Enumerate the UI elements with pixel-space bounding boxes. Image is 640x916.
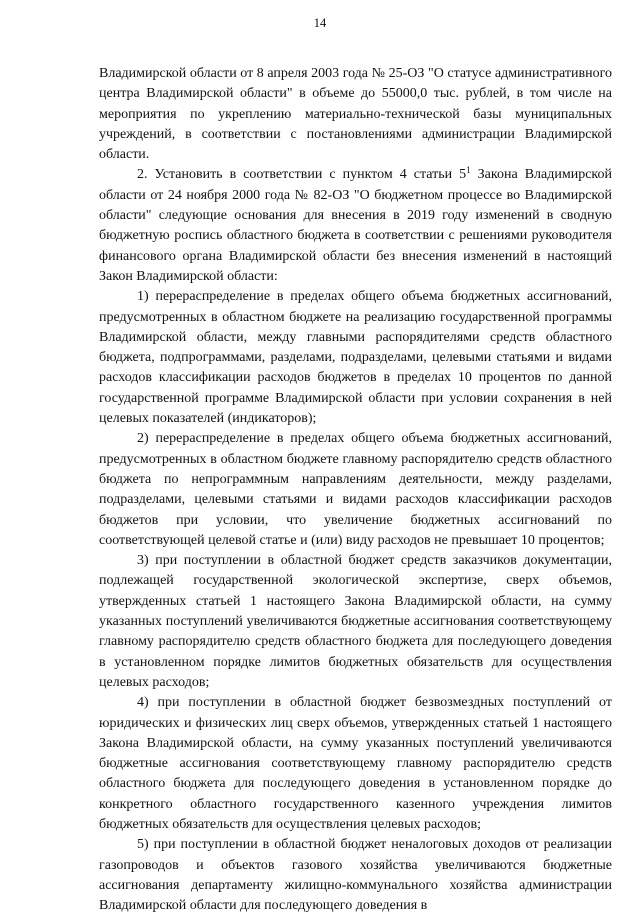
paragraph-subitem-5: 5) при поступлении в областной бюджет неналоговых доходов от реализации газопроводов и объектов газового хозяйства увеличиваются бюджетные ассигнования департаменту жилищно-коммунального хозяйства администрации Владимирской области для последующего доведения в [99,837,612,914]
paragraph-subitem-4: 4) при поступлении в областной бюджет безвозмездных поступлений от юридических и физических лиц сверх объемов, утвержденных статьей 1 настоящего Закона Владимирской области, на сумму указанных поступлений увеличиваются бюджетные ассигнования соответствующему главному распорядителю средств областного бюджета для последующего доведения в установленном порядке до конкретного областного государственного казенного учреждения лимитов бюджетных обязательств для осуществления целевых расходов; [99,695,612,832]
paragraph-continuation: Владимирской области от 8 апреля 2003 года № 25-ОЗ "О статусе административного центра Владимирской области" в объеме до 55000,0 тыс. рублей, в том числе на мероприятия по укреплению материально-технической базы муниципальных учреждений, в соответствии с постановлениями администрации Владимирской области. [99,66,612,163]
paragraph-item-2-text-start: 2. Установить в соответствии с пунктом 4 статьи 5 [137,167,467,183]
paragraph-subitem-2: 2) перераспределение в пределах общего объема бюджетных ассигнований, предусмотренных в областном бюджете главному распорядителю средств областного бюджета по непрограммным направлениям деятельности, между разделами, подразделами, целевыми статьями и видами расходов классификации расходов бюджетов при условии, что увеличение бюджетных ассигнований по соответствующей целевой статье и (или) виду расходов не превышает 10 процентов; [99,431,612,548]
document-body [99,64,612,916]
paragraph-item-2-text-end: Закона Владимирской области от 24 ноября 2000 года № 82-ОЗ "О бюджетном процессе во Владимирской области" следующие основания для внесения в 2019 году изменений в сводную бюджетную роспись областного бюджета в соответствии с решениями руководителя финансового органа Владимирской области без внесения изменений в настоящий Закон Владимирской области: [99,167,613,284]
page-number: 14 [313,16,327,30]
article-superscript: 1 [466,165,471,176]
paragraph-item-2 [99,165,612,287]
paragraph-subitem-3: 3) при поступлении в областной бюджет средств заказчиков документации, подлежащей государственной экологической экспертизе, сверх объемов, утвержденных статьей 1 настоящего Закона Владимирской области, на сумму указанных поступлений увеличиваются бюджетные ассигнования соответствующему главному распорядителю средств областного бюджета для последующего доведения в установленном порядке лимитов бюджетных обязательств для осуществления целевых расходов; [99,553,612,690]
paragraph-subitem-1: 1) перераспределение в пределах общего объема бюджетных ассигнований, предусмотренных в областном бюджете на реализацию государственной программы Владимирской области, между главными распорядителями средств областного бюджета, подпрограммами, разделами, подразделами, целевыми статьями и видами расходов классификации расходов бюджетов в пределах 10 процентов по данной государственной программе Владимирской области при условии сохранения в ней целевых показателей (индикаторов); [99,289,612,427]
